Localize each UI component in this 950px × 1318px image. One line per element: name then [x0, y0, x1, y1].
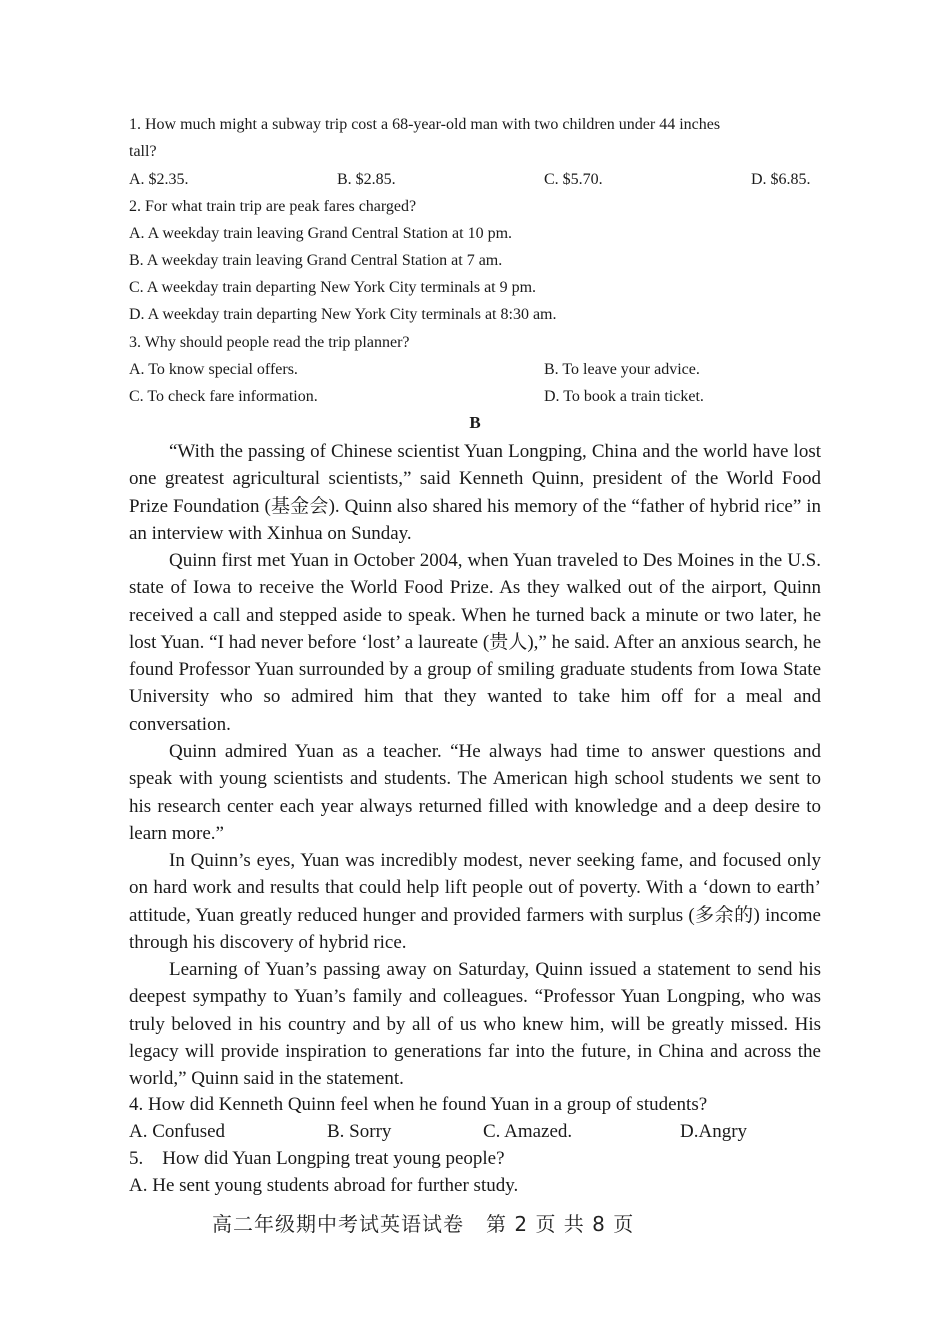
question-4-option-b: B. Sorry [327, 1121, 392, 1142]
question-3-option-b: B. To leave your advice. [544, 361, 700, 378]
question-2-option-c: C. A weekday train departing New York City terminals at 9 pm. [129, 279, 537, 296]
passage-paragraph-4-text: In Quinn’s eyes, Yuan was incredibly modest, never seeking fame, and focused only on hard work and results that could help lift people out of poverty. With a ‘down to earth’ attitude, Yuan greatly reduced hunger and provided farmers with surplus (多余的) income through his discovery of hybrid rice. [129, 850, 821, 953]
passage-paragraph-3-text: Quinn admired Yuan as a teacher. “He always had time to answer questions and speak with young scientists and students. The American high school students we sent to his research center each year always returned filled with knowledge and a deep desire to learn more.” [129, 741, 821, 844]
passage-paragraph-5 [129, 956, 821, 1092]
question-5-text: 5. How did Yuan Longping treat young people? [129, 1148, 505, 1169]
question-1-option-d: D. $6.85. [751, 171, 811, 188]
exam-title: 高二年级期中考试英语试卷 [212, 1212, 464, 1236]
question-1-text-cont: tall? [129, 143, 157, 160]
passage-paragraph-1 [129, 438, 821, 547]
passage-paragraph-3 [129, 738, 821, 847]
question-3-option-c: C. To check fare information. [129, 388, 318, 405]
question-3-option-a: A. To know special offers. [129, 361, 298, 378]
question-2-option-a: A. A weekday train leaving Grand Central Station at 10 pm. [129, 225, 513, 242]
question-2-text: 2. For what train trip are peak fares charged? [129, 198, 417, 215]
question-1-option-b: B. $2.85. [337, 171, 396, 188]
question-4-option-a: A. Confused [129, 1121, 226, 1142]
question-3-option-d: D. To book a train ticket. [544, 388, 704, 405]
question-1-option-a: A. $2.35. [129, 171, 189, 188]
page-number: 第 2 页 共 8 页 [486, 1212, 635, 1236]
question-5-option-a: A. He sent young students abroad for further study. [129, 1175, 519, 1196]
question-4-option-d: D.Angry [680, 1121, 748, 1142]
question-1-option-c: C. $5.70. [544, 171, 603, 188]
section-b-heading: B [469, 413, 481, 432]
passage-paragraph-1-text: “With the passing of Chinese scientist Yuan Longping, China and the world have lost one greatest agricultural scientists,” said Kenneth Quinn, president of the World Food Prize Foundation (基金会). Quinn also shared his memory of the “father of hybrid rice” in an interview with Xinhua on Sunday. [129, 441, 821, 544]
question-2-option-b: B. A weekday train leaving Grand Central Station at 7 am. [129, 252, 503, 269]
question-2-option-d: D. A weekday train departing New York City terminals at 8:30 am. [129, 306, 557, 323]
question-3-text: 3. Why should people read the trip planner? [129, 334, 410, 351]
passage-paragraph-5-text: Learning of Yuan’s passing away on Saturday, Quinn issued a statement to send his deepest sympathy to Yuan’s family and colleagues. “Professor Yuan Longping, who was truly beloved in his country and by all of us who knew him, will be greatly missed. His legacy will provide inspiration to generations far into the future, in China and across the world,” Quinn said in the statement. [129, 959, 821, 1090]
question-1-text: 1. How much might a subway trip cost a 68-year-old man with two children under 44 inches [129, 116, 721, 133]
question-4-option-c: C. Amazed. [483, 1121, 573, 1142]
question-4-text: 4. How did Kenneth Quinn feel when he found Yuan in a group of students? [129, 1094, 708, 1115]
page-footer [212, 1208, 634, 1237]
passage-paragraph-2 [129, 547, 821, 738]
passage-paragraph-2-text: Quinn first met Yuan in October 2004, when Yuan traveled to Des Moines in the U.S. state of Iowa to receive the World Food Prize. As they walked out of the airport, Quinn received a call and stepped aside to speak. When he turned back a minute or two later, he lost Yuan. “I had never before ‘lost’ a laureate (贵人),” he said. After an anxious search, he found Professor Yuan surrounded by a group of smiling graduate students from Iowa State University who so admired him that they wanted to take him off for a meal and conversation. [129, 550, 821, 735]
passage-paragraph-4 [129, 847, 821, 956]
